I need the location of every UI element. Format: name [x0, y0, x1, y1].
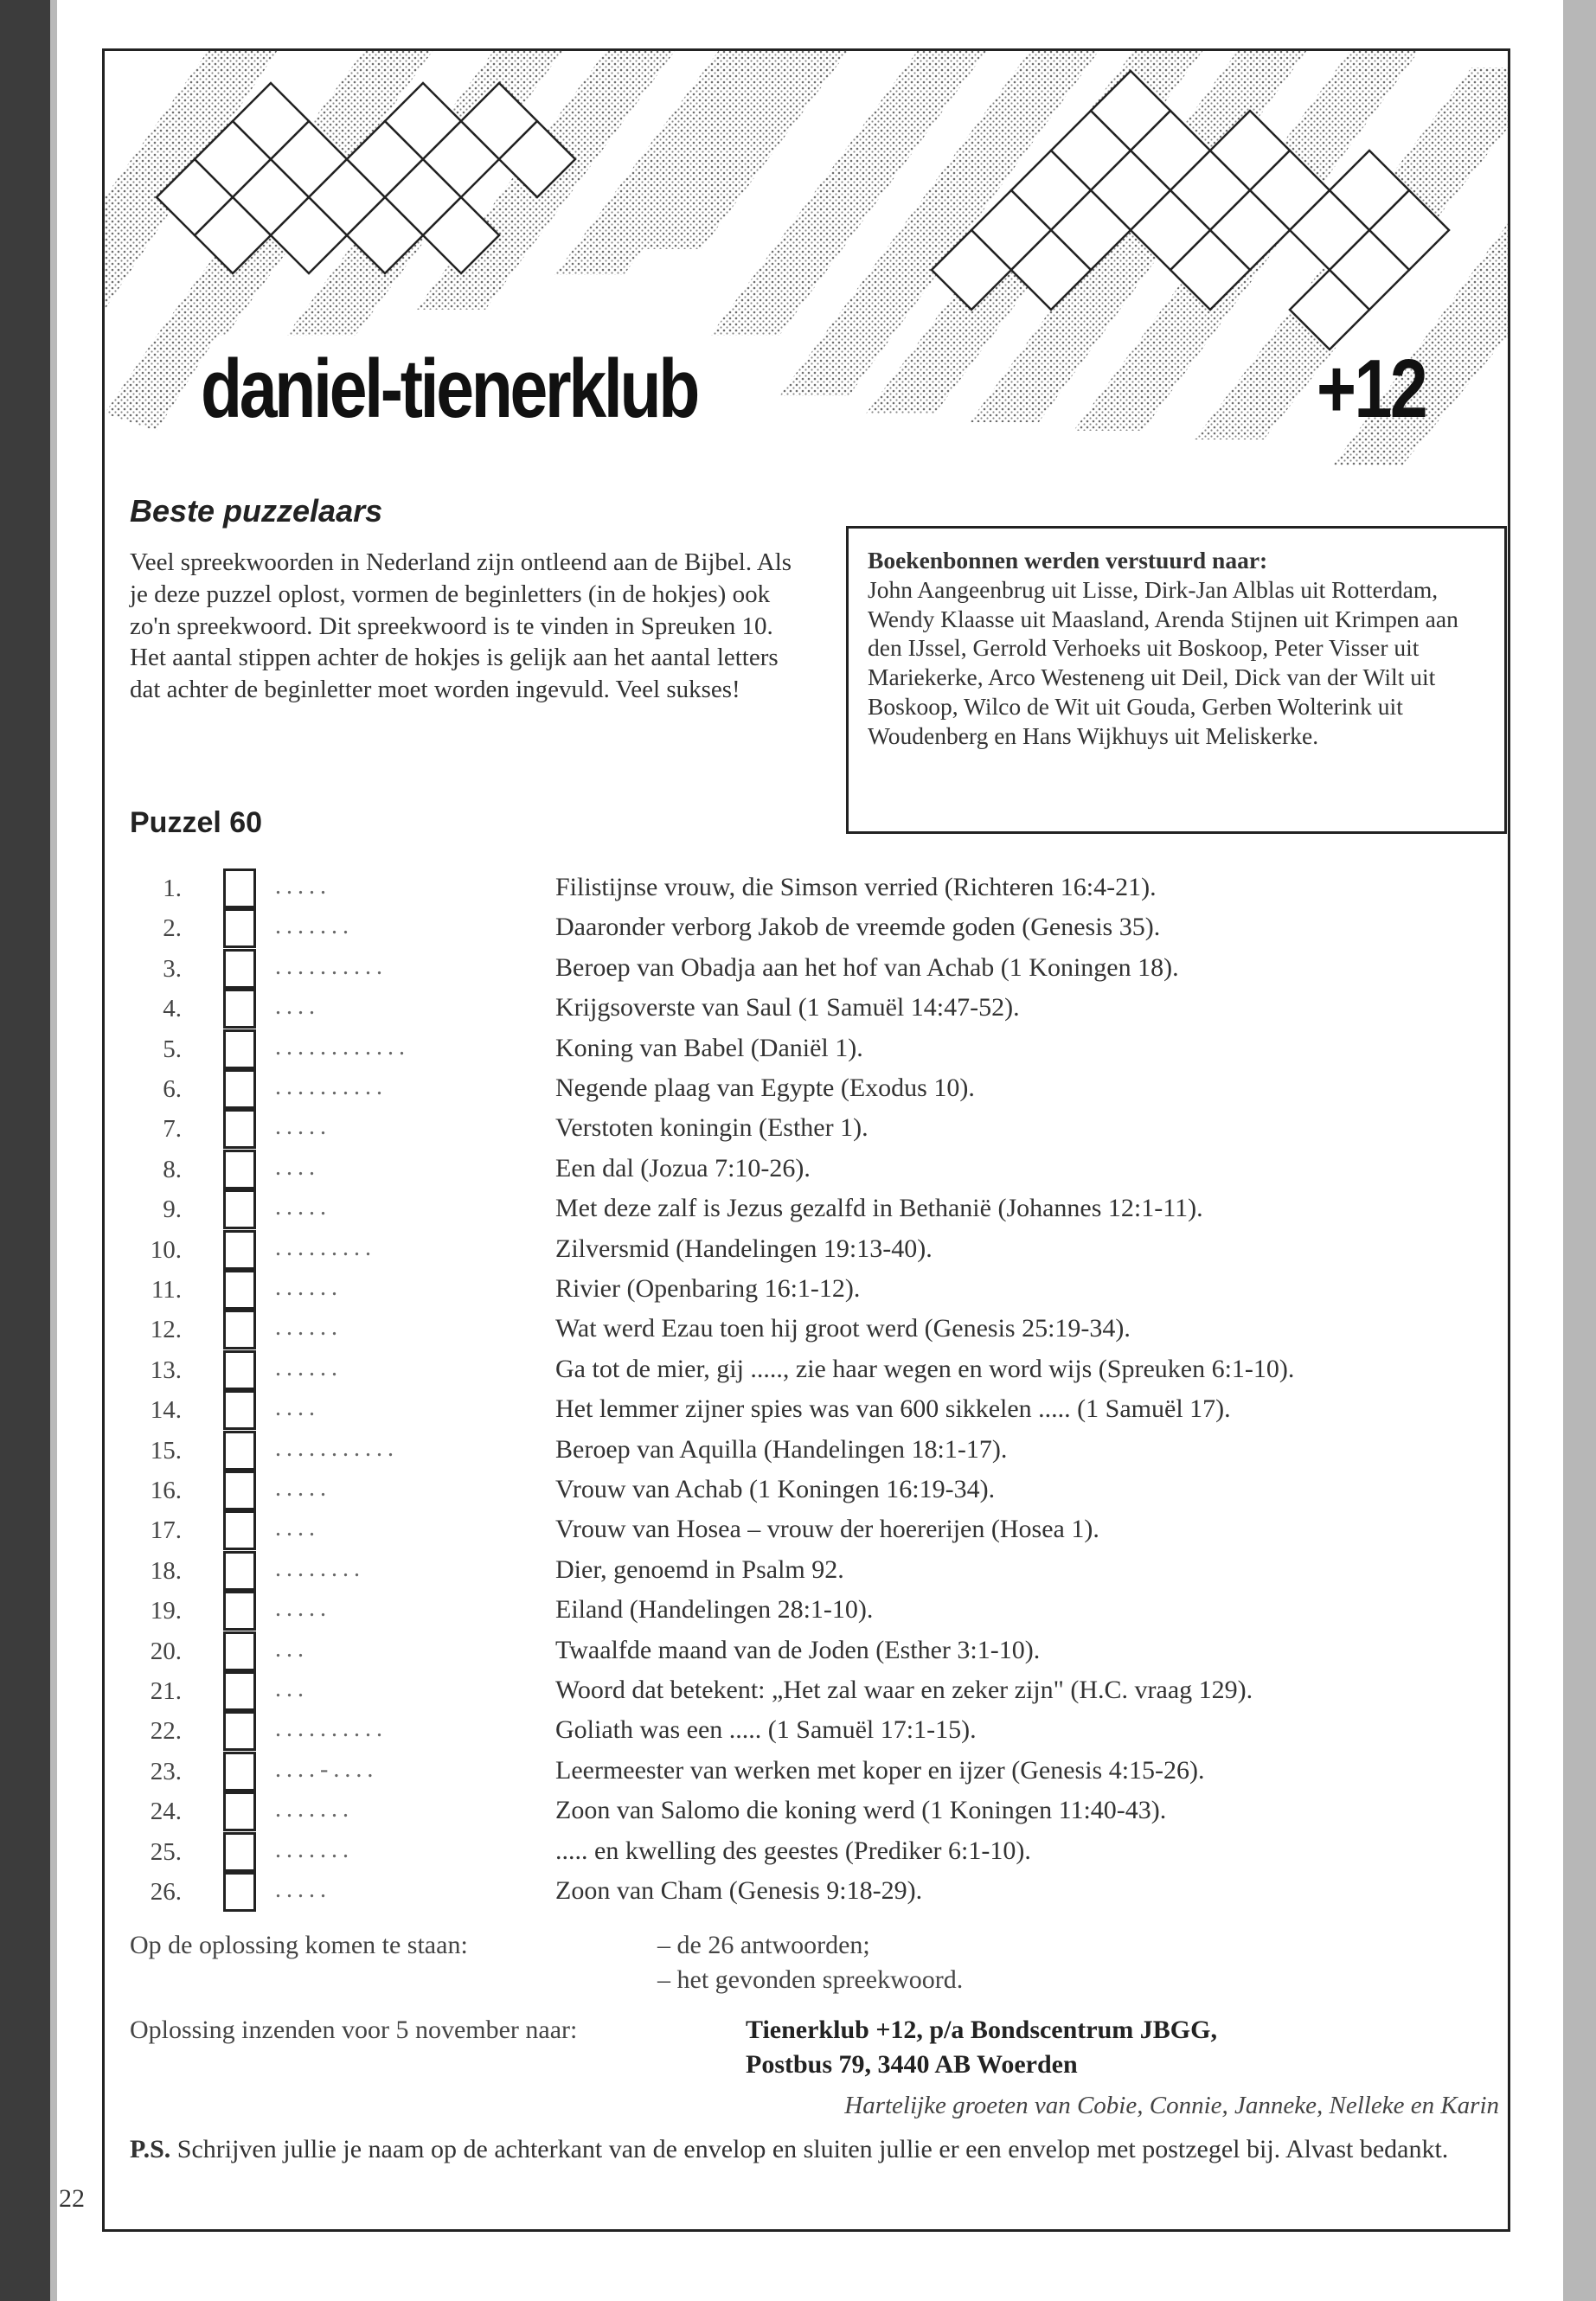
- clue-row: [130, 1271, 1514, 1309]
- clue-text: ..... en kwelling des geestes (Prediker 6:1-10).: [555, 1836, 1031, 1865]
- clue-row: [130, 869, 1514, 907]
- address-line: Postbus 79, 3440 AB Woerden: [746, 2050, 1078, 2079]
- letter-dots: ....: [275, 1153, 320, 1181]
- clue-number: 20.: [150, 1637, 182, 1665]
- clue-row: [130, 1552, 1514, 1590]
- clue-text: Wat werd Ezau toen hij groot werd (Genesis 25:19-34).: [555, 1314, 1131, 1343]
- answer-box[interactable]: [223, 868, 256, 908]
- letter-dots: ..........: [275, 1074, 388, 1100]
- answer-box[interactable]: [223, 1230, 256, 1270]
- letter-dots: ........: [275, 1554, 365, 1582]
- letter-dots: ....: [275, 1515, 320, 1542]
- answer-box[interactable]: [223, 1310, 256, 1349]
- solution-item: – het gevonden spreekwoord.: [657, 1965, 964, 1994]
- clue-text: Met deze zalf is Jezus gezalfd in Bethanië (Johannes 12:1-11).: [555, 1194, 1203, 1223]
- clue-number: 2.: [163, 914, 182, 943]
- clue-number: 16.: [150, 1477, 182, 1504]
- club-logo: daniel-tienerklub: [201, 343, 698, 435]
- clue-text: Zilversmid (Handelingen 19:13-40).: [555, 1234, 933, 1263]
- clue-number: 6.: [163, 1075, 182, 1103]
- clue-number: 24.: [150, 1798, 182, 1826]
- letter-dots: .....: [275, 873, 331, 900]
- clue-row: [130, 1070, 1514, 1108]
- letter-dots: ...: [275, 1676, 309, 1702]
- letter-dots: .....: [275, 1113, 331, 1141]
- clue-row: [130, 1792, 1514, 1830]
- puzzle-title: Puzzel 60: [130, 806, 263, 839]
- clue-number: 5.: [163, 1035, 182, 1063]
- answer-box[interactable]: [223, 1069, 256, 1109]
- postscript: [130, 2133, 1505, 2166]
- answer-box[interactable]: [223, 1791, 256, 1831]
- clue-number: 25.: [150, 1837, 182, 1866]
- letter-dots: .....: [275, 1194, 331, 1221]
- letter-dots: .....: [275, 1876, 331, 1903]
- clue-row: [130, 1311, 1514, 1349]
- clue-text: Leermeester van werken met koper en ijzer (Genesis 4:15-26).: [555, 1755, 1205, 1785]
- clue-number: 26.: [150, 1878, 182, 1906]
- answer-box[interactable]: [223, 1029, 256, 1069]
- letter-dots: ......: [275, 1274, 343, 1301]
- answer-box[interactable]: [223, 1510, 256, 1550]
- solution-item: – de 26 antwoorden;: [657, 1931, 870, 1959]
- clue-row: [130, 1231, 1514, 1269]
- clue-number: 23.: [150, 1757, 182, 1785]
- club-logo-suffix: +12: [1317, 343, 1426, 435]
- clue-text: Zoon van Salomo die koning werd (1 Koningen 11:40-43).: [555, 1796, 1167, 1825]
- answer-box[interactable]: [223, 1270, 256, 1310]
- regards: Hartelijke groeten van Cobie, Connie, Janneke, Nelleke en Karin: [844, 2092, 1499, 2119]
- clue-text: Koning van Babel (Daniël 1).: [555, 1033, 863, 1062]
- clue-number: 22.: [150, 1717, 182, 1746]
- clue-number: 9.: [163, 1195, 182, 1224]
- postscript-label: P.S.: [130, 2135, 171, 2163]
- intro-heading: Beste puzzelaars: [130, 493, 383, 529]
- clue-text: Het lemmer zijner spies was van 600 sikkelen ..... (1 Samuël 17).: [555, 1394, 1231, 1424]
- answer-box[interactable]: [223, 1671, 256, 1711]
- answer-box[interactable]: [223, 1631, 256, 1671]
- clue-text: Verstoten koningin (Esther 1).: [555, 1113, 869, 1143]
- answer-box[interactable]: [223, 949, 256, 989]
- clue-number: 21.: [150, 1677, 182, 1705]
- clue-row: [130, 1873, 1514, 1911]
- clue-row: [130, 1432, 1514, 1470]
- clue-text: Vrouw van Hosea – vrouw der hoererijen (Hosea 1).: [555, 1515, 1099, 1544]
- letter-dots: ...: [275, 1635, 309, 1663]
- answer-box[interactable]: [223, 1390, 256, 1430]
- clue-number: 14.: [150, 1396, 182, 1425]
- clue-number: 13.: [150, 1356, 182, 1384]
- letter-dots: .......: [275, 1796, 354, 1823]
- clue-row: [130, 1471, 1514, 1509]
- letter-dots: .......: [275, 1836, 354, 1863]
- postscript-text: Schrijven jullie je naam op de achterkant van de envelop en sluiten jullie er een envelop met postzegel bij. Alvast bedankt.: [170, 2135, 1449, 2163]
- clue-number: 10.: [150, 1235, 182, 1264]
- clue-number: 4.: [163, 995, 182, 1023]
- answer-box[interactable]: [223, 1752, 256, 1791]
- answer-box[interactable]: [223, 1189, 256, 1229]
- clue-text: Een dal (Jozua 7:10-26).: [555, 1153, 811, 1183]
- answer-box[interactable]: [223, 1872, 256, 1912]
- clue-number: 3.: [163, 954, 182, 983]
- letter-dots: ......: [275, 1314, 343, 1342]
- page-right-edge: [1563, 0, 1596, 2301]
- clue-row: [130, 1592, 1514, 1630]
- clue-row: [130, 1110, 1514, 1148]
- answer-box[interactable]: [223, 1711, 256, 1751]
- page-number: 22: [59, 2184, 85, 2213]
- clue-text: Vrouw van Achab (1 Koningen 16:19-34).: [555, 1475, 996, 1503]
- clue-row: [130, 909, 1514, 947]
- letter-dots: ...........: [275, 1434, 399, 1462]
- clue-text: Beroep van Aquilla (Handelingen 18:1-17).: [555, 1434, 1008, 1464]
- clue-text: Negende plaag van Egypte (Exodus 10).: [555, 1074, 975, 1102]
- page-spine: [0, 0, 50, 2301]
- letter-dots: ......: [275, 1354, 343, 1381]
- clue-text: Rivier (Openbaring 16:1-12).: [555, 1274, 861, 1303]
- answer-box[interactable]: [223, 1350, 256, 1390]
- answer-box[interactable]: [223, 989, 256, 1029]
- answer-box[interactable]: [223, 1591, 256, 1631]
- clue-row: [130, 1632, 1514, 1670]
- clue-text: Zoon van Cham (Genesis 9:18-29).: [555, 1876, 923, 1905]
- letter-dots: ............: [275, 1033, 410, 1061]
- clue-row: [130, 1511, 1514, 1549]
- clue-text: Krijgsoverste van Saul (1 Samuël 14:47-52).: [555, 993, 1020, 1022]
- clue-row: [130, 950, 1514, 988]
- clue-text: Filistijnse vrouw, die Simson verried (Richteren 16:4-21).: [555, 873, 1157, 901]
- clue-number: 15.: [150, 1436, 182, 1465]
- clue-text: Eiland (Handelingen 28:1-10).: [555, 1595, 874, 1625]
- letter-dots: ....: [275, 1394, 320, 1422]
- clue-text: Woord dat betekent: „Het zal waar en zeker zijn" (H.C. vraag 129).: [555, 1676, 1253, 1704]
- clue-row: [130, 1712, 1514, 1750]
- clue-number: 11.: [151, 1276, 182, 1304]
- clue-number: 1.: [163, 875, 182, 902]
- clue-number: 7.: [163, 1115, 182, 1144]
- send-label: Oplossing inzenden voor 5 november naar:: [130, 2016, 578, 2044]
- address-line: Tienerklub +12, p/a Bondscentrum JBGG,: [746, 2016, 1217, 2044]
- winners-heading: Boekenbonnen werden verstuurd naar:: [868, 547, 1268, 574]
- clue-row: [130, 990, 1514, 1028]
- clue-row: [130, 1351, 1514, 1389]
- answer-box[interactable]: [223, 908, 256, 948]
- answer-box[interactable]: [223, 1150, 256, 1189]
- letter-dots: ....: [275, 993, 320, 1021]
- answer-box[interactable]: [223, 1832, 256, 1872]
- winners-box: [846, 526, 1507, 834]
- answer-box[interactable]: [223, 1109, 256, 1149]
- winners-list: John Aangeenbrug uit Lisse, Dirk-Jan Alblas uit Rotterdam, Wendy Klaasse uit Maasland, Arenda Stijnen uit Krimpen aan den IJssel, Gerrold Verhoeks uit Boskoop, Peter Visser uit Mariekerke, Arco Westeneng uit Deil, Dick van der Wilt uit Boskoop, Wilco de Wit uit Gouda, Gerben Wolterink uit Woudenberg en Hans Wijkhuys uit Meliskerke.: [868, 575, 1458, 749]
- clue-number: 17.: [150, 1516, 182, 1545]
- clue-number: 12.: [150, 1316, 182, 1344]
- clue-row: [130, 1190, 1514, 1228]
- letter-dots: .......: [275, 913, 354, 940]
- clue-text: Dier, genoemd in Psalm 92.: [555, 1554, 844, 1584]
- clue-text: Ga tot de mier, gij ....., zie haar wegen en word wijs (Spreuken 6:1-10).: [555, 1354, 1295, 1383]
- intro-text: Veel spreekwoorden in Nederland zijn ontleend aan de Bijbel. Als je deze puzzel oplost, vormen de beginletters (in de hokjes) ook zo'n spreekwoord. Dit spreekwoord is te vinden in Spreuken 10. Het aantal stippen achter de hokjes is gelijk aan het aantal letters dat achter de beginletter moet worden ingevuld. Veel sukses!: [130, 548, 792, 704]
- clue-text: Goliath was een ..... (1 Samuël 17:1-15).: [555, 1715, 977, 1745]
- clue-row: [130, 1833, 1514, 1871]
- clue-row: [130, 1150, 1514, 1189]
- letter-dots: .........: [275, 1234, 376, 1261]
- page-spine-edge: [50, 0, 57, 2301]
- answer-box[interactable]: [223, 1551, 256, 1591]
- clue-row: [130, 1672, 1514, 1710]
- clue-number: 19.: [150, 1597, 182, 1625]
- clue-text: Twaalfde maand van de Joden (Esther 3:1-10).: [555, 1635, 1041, 1664]
- clue-row: [130, 1030, 1514, 1068]
- letter-dots: ..........: [275, 952, 388, 980]
- clue-number: 8.: [163, 1155, 182, 1183]
- clue-text: Daaronder verborg Jakob de vreemde goden (Genesis 35).: [555, 913, 1161, 942]
- clue-row: [130, 1753, 1514, 1791]
- clue-number: 18.: [150, 1556, 182, 1585]
- clue-row: [130, 1391, 1514, 1429]
- letter-dots: ....-....: [275, 1755, 379, 1783]
- letter-dots: .....: [275, 1475, 331, 1502]
- clue-text: Beroep van Obadja aan het hof van Achab (1 Koningen 18).: [555, 952, 1179, 982]
- solution-label: Op de oplossing komen te staan:: [130, 1931, 468, 1959]
- answer-box[interactable]: [223, 1431, 256, 1471]
- letter-dots: ..........: [275, 1715, 388, 1743]
- letter-dots: .....: [275, 1595, 331, 1623]
- answer-box[interactable]: [223, 1471, 256, 1510]
